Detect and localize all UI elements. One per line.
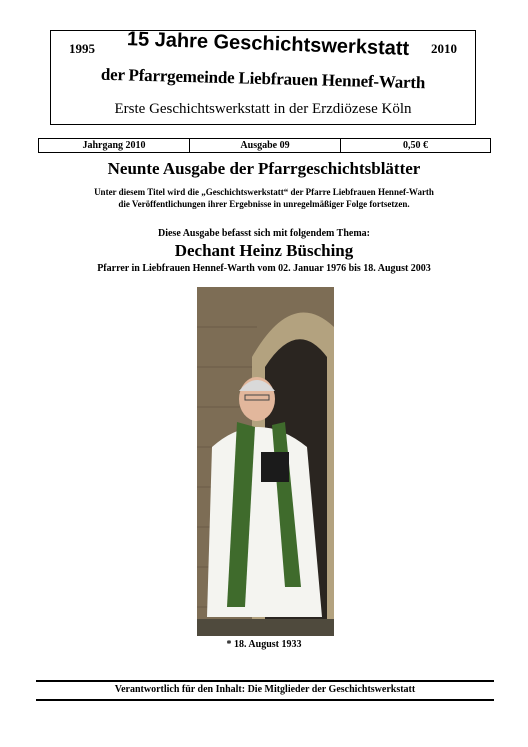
year-start: 1995 xyxy=(69,41,95,56)
footer-rule-top xyxy=(36,680,494,682)
parish-name: der Pfarrgemeinde Liebfrauen Hennef-Warth xyxy=(100,64,426,93)
issue-title: Neunte Ausgabe der Pfarrgeschichtsblätter xyxy=(107,159,421,178)
topic-lead: Diese Ausgabe befasst sich mit folgendem Thema: xyxy=(157,228,371,239)
person-name: Dechant Heinz Büsching xyxy=(174,241,354,260)
year-end: 2010 xyxy=(431,41,457,56)
tenure-line: Pfarrer in Liebfrauen Hennef-Warth vom 02. Januar 1976 bis 18. August 2003 xyxy=(97,263,431,274)
anniversary-headline: 15 Jahre Geschichtswerkstatt xyxy=(126,28,410,60)
footer-rule-bottom xyxy=(36,699,494,701)
responsibility-note: Verantwortlich für den Inhalt: Die Mitglieder der Geschichtswerkstatt xyxy=(114,684,416,695)
intro-text xyxy=(60,186,468,210)
ground xyxy=(197,619,334,636)
birth-date: * 18. August 1933 xyxy=(226,639,302,650)
masthead-subtitle: Erste Geschichtswerkstatt in der Erzdiözese Köln xyxy=(114,101,412,117)
portrait-photo xyxy=(197,287,334,636)
portrait-illustration xyxy=(197,287,334,636)
masthead-box xyxy=(50,30,476,125)
volume-cell: Jahrgang 2010 xyxy=(39,139,190,152)
issue-info-bar xyxy=(38,138,491,153)
issue-cell: Ausgabe 09 xyxy=(190,139,341,152)
intro-line-2: die Veröffentlichungen ihrer Ergebnisse in unregelmäßiger Folge fortsetzen. xyxy=(118,199,410,209)
intro-line-1: Unter diesem Titel wird die „Geschichtswerkstatt“ der Pfarre Liebfrauen Hennef-Warth xyxy=(94,187,434,197)
price-cell: 0,50 € xyxy=(403,140,428,151)
book xyxy=(261,452,289,482)
